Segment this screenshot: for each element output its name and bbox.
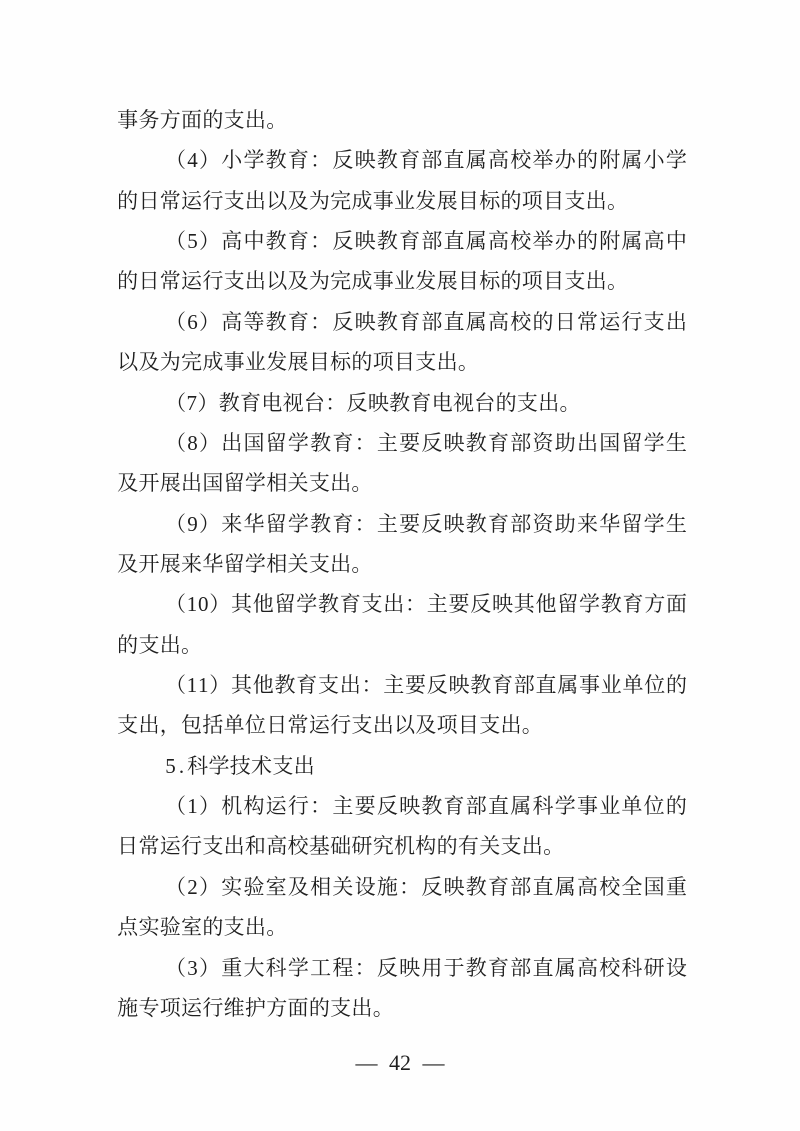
text-line: 点 实 验 室 的 支 出 。 [117, 915, 288, 940]
page-footer [0, 1048, 800, 1078]
text-line: （ 7 ） 教 育 电 视 台 ： 反 映 教 育 电 视 台 的 支 出 。 [165, 390, 581, 415]
text-line: 支 出 ， 包 括 单 位 日 常 运 行 支 出 以 及 项 目 支 出 。 [117, 713, 543, 738]
text-line: （ 1 ） 机 构 运 行 ： 主 要 反 映 教 育 部 直 属 科 学 事 业 单 位 的 [165, 794, 687, 819]
text-line: （ 8 ） 出 国 留 学 教 育 ： 主 要 反 映 教 育 部 资 助 出 国 留 学 生 [165, 430, 687, 455]
text-line: 的 日 常 运 行 支 出 以 及 为 完 成 事 业 发 展 目 标 的 项 目 支 出 。 [117, 188, 628, 213]
text-line: （ 2 ） 实 验 室 及 相 关 设 施 ： 反 映 教 育 部 直 属 高 校 全 国 重 [165, 874, 687, 899]
text-line: 5 . 科 学 技 术 支 出 [165, 753, 315, 778]
text-line: （ 6 ） 高 等 教 育 ： 反 映 教 育 部 直 属 高 校 的 日 常 运 行 支 出 [165, 309, 687, 334]
text-line: （ 1 0 ） 其 他 留 学 教 育 支 出 ： 主 要 反 映 其 他 留 学 教 育 方 面 [165, 592, 687, 617]
text-line: 事 务 方 面 的 支 出 。 [117, 108, 288, 132]
text-line: 以 及 为 完 成 事 业 发 展 目 标 的 项 目 支 出 。 [117, 350, 479, 375]
text-line: （ 4 ） 小 学 教 育 ： 反 映 教 育 部 直 属 高 校 举 办 的 附 属 小 学 [165, 148, 687, 173]
text-line: 的 日 常 运 行 支 出 以 及 为 完 成 事 业 发 展 目 标 的 项 目 支 出 。 [117, 269, 628, 294]
text-line: 及 开 展 出 国 留 学 相 关 支 出 。 [117, 471, 373, 496]
text-line: （ 3 ） 重 大 科 学 工 程 ： 反 映 用 于 教 育 部 直 属 高 校 科 研 设 [165, 955, 687, 980]
text-line: 的 支 出 。 [117, 632, 203, 657]
text-line: （ 5 ） 高 中 教 育 ： 反 映 教 育 部 直 属 高 校 举 办 的 附 属 高 中 [165, 229, 687, 254]
text-line: 日 常 运 行 支 出 和 高 校 基 础 研 究 机 构 的 有 关 支 出 。 [117, 834, 565, 859]
text-line: 及 开 展 来 华 留 学 相 关 支 出 。 [117, 551, 373, 576]
text-line: （ 1 1 ） 其 他 教 育 支 出 ： 主 要 反 映 教 育 部 直 属 事 业 单 位 的 [165, 673, 687, 698]
page-number: — 42 — [355, 1050, 445, 1075]
document-body [117, 100, 687, 1028]
text-line: （ 9 ） 来 华 留 学 教 育 ： 主 要 反 映 教 育 部 资 助 来 华 留 学 生 [165, 511, 687, 536]
text-line: 施 专 项 运 行 维 护 方 面 的 支 出 。 [117, 995, 394, 1020]
